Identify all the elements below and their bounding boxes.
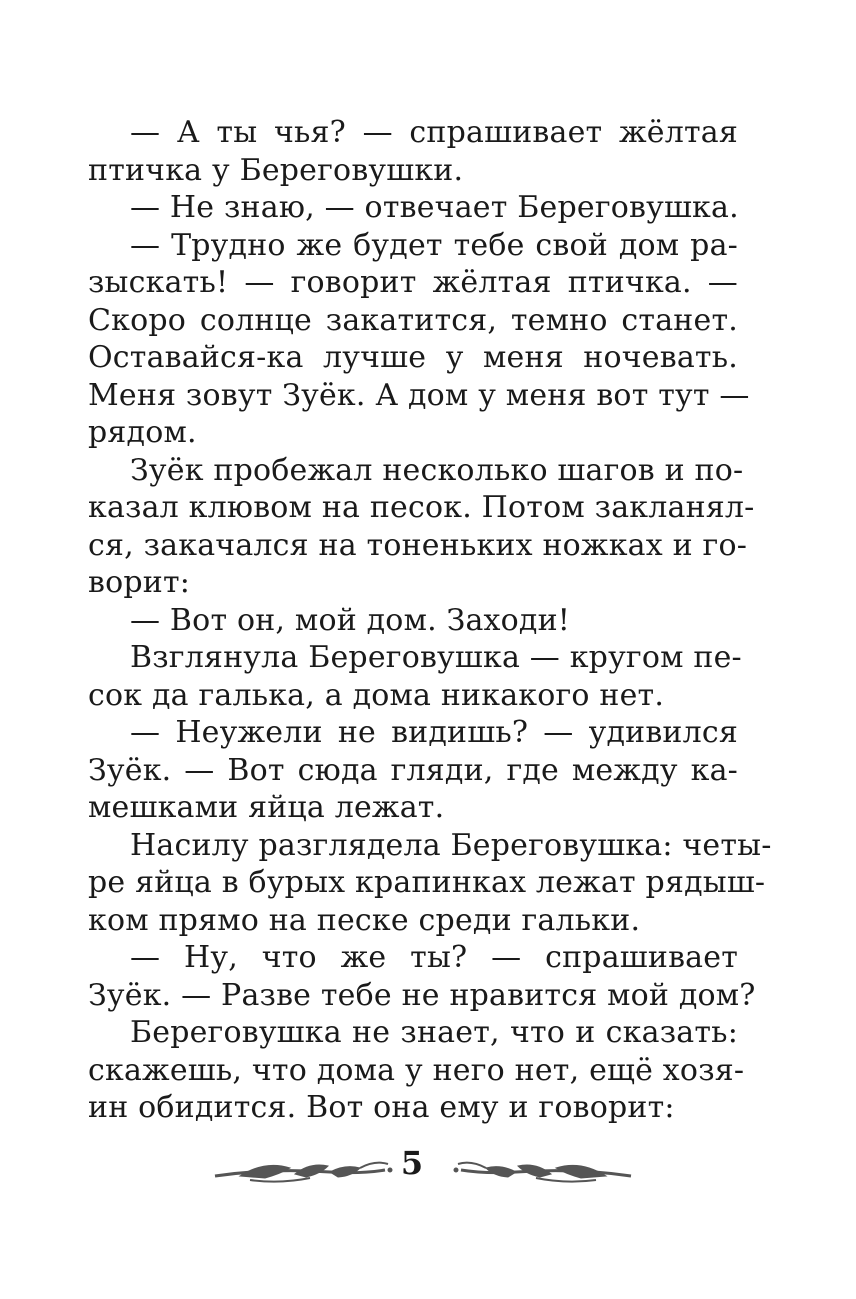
flourish-right-icon	[436, 1150, 636, 1190]
text-line: зыскать! — говорит жёлтая птичка. —	[88, 265, 738, 300]
text-line: Оставайся-ка лучше у меня ночевать.	[88, 340, 738, 375]
text-line: мешками яйца лежат.	[88, 790, 445, 825]
text-line: — Неужели не видишь? — удивился	[130, 715, 738, 750]
text-line: — Не знаю, — отвечает Береговушка.	[130, 190, 739, 225]
text-line: ся, закачался на тоненьких ножках и го-	[88, 527, 748, 563]
flourish-left-icon	[210, 1150, 410, 1190]
text-line: рядом.	[88, 415, 197, 450]
text-line: Взглянула Береговушка — кругом пе-	[130, 640, 742, 675]
text-line: — Ну, что же ты? — спрашивает	[130, 940, 738, 975]
text-line: скажешь, что дома у него нет, ещё хозя-	[88, 1052, 745, 1088]
text-line: Насилу разглядела Береговушка: четы-	[130, 827, 772, 863]
text-line: Скоро солнце закатится, темно станет.	[88, 302, 738, 338]
text-line: ворит:	[88, 565, 191, 600]
text-line: сок да галька, а дома никакого нет.	[88, 677, 665, 713]
text-line: Береговушка не знает, что и сказать:	[130, 1015, 738, 1050]
text-line: — Трудно же будет тебе свой дом ра-	[130, 227, 738, 263]
text-line: Зуёк. — Разве тебе не нравится мой дом?	[88, 977, 756, 1013]
page-footer	[0, 1140, 856, 1200]
text-line: — А ты чья? — спрашивает жёлтая	[130, 115, 738, 150]
text-line: Меня зовут Зуёк. А дом у меня вот тут —	[88, 377, 750, 413]
text-line: ин обидится. Вот она ему и говорит:	[88, 1090, 675, 1125]
page-number: 5	[400, 1144, 424, 1182]
text-line: ком прямо на песке среди гальки.	[88, 902, 641, 938]
text-line: ре яйца в бурых крапинках лежат рядыш-	[88, 865, 766, 900]
text-line: — Вот он, мой дом. Заходи!	[130, 602, 571, 638]
body-text	[88, 114, 772, 1127]
text-line: Зуёк. — Вот сюда гляди, где между ка-	[88, 752, 738, 788]
text-line: казал клювом на песок. Потом закланял-	[88, 490, 755, 525]
text-line: Зуёк пробежал несколько шагов и по-	[130, 452, 744, 488]
text-line: птичка у Береговушки.	[88, 152, 464, 188]
